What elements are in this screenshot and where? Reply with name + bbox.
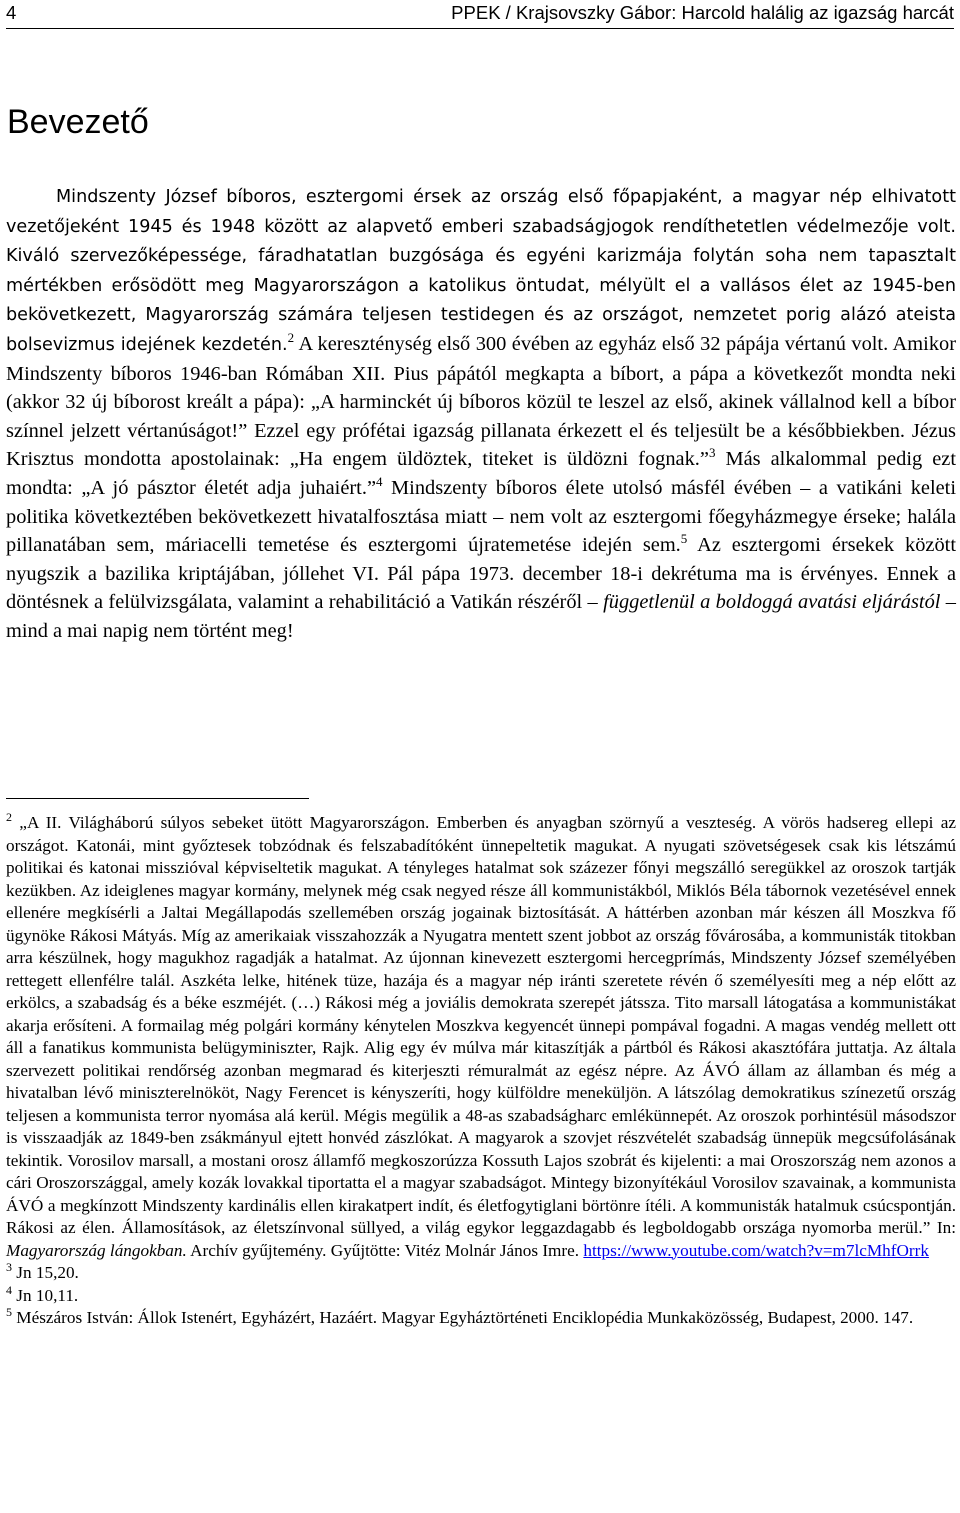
footnote-2 <box>6 812 956 1262</box>
source-link[interactable]: https://www.youtube.com/watch?v=m7lcMhfOrrk <box>583 1240 929 1260</box>
footnote-mark: 2 <box>6 810 12 824</box>
footnote-text: „A II. Világháború súlyos sebeket ütött Magyarországon. Emberben és anyagban szörnyű a veszteség. A vörös hadsereg ellepi az országot. Katonái, mint győztesek tobzódnak és felszabadítóként ünnepeltetik magukat. A nyugati szövetségesek csak kis létszámú politikai és katonai misszióval képviseltetik magukat. A tényleges hatalmat sok százezer főnyi megszálló seregükkel az oroszok tartják kezükben. Az ideiglenes magyar kormány, melynek még csak negyed része áll kommunistákból, Miklós Béla tábornok vezetésével ennek ellenére megkísérli a Jaltai Megállapodás szellemében ország jogainak biztosítását. A háttérben azonban már készen áll Moszkva fő ügynöke Rákosi Mátyás. Míg az amerikaiak visszahozzák a Nyugatra mentett szent jobbot az ország fővárosába, a kommunisták titokban arra készülnek, hogy magukhoz ragadják a hatalmat. Az újonnan kinevezett esztergomi hercegprímás, Mindszenty József személyében rettegett ellenfélre talál. Aszkéta lelke, hitének tüze, hazája és a magyar nép iránti szeretete révén ő személyesíti meg a nép előtt az erkölcs, a szabadság és a béke eszméjét. (…) Rákosi még a joviális demokrata szerepét játssza. Tito marsall látogatása a kommunistákat akarja erősíteni. A formailag még polgári kormány kénytelen Moszkva kegyencét ünnepi pompával fogadni. A magas vendég mellett ott áll a fanatikus kommunista belügyminiszter, Rajk. Alig egy év múlva már kitaszítják a pártból és Rákosi akasztófára juttatja. Az általa szervezett politikai rendőrség azonban megmarad és kiterjeszti rémuralmát az egész népre. Az ÁVÓ állam az államban és még a hivatalban lévő miniszterelnököt, Nagy Ferencet is kényszeríti, hogy külföldre meneküljön. A látszólag demokratikus színezetű ország teljesen a kommunista terror nyomása alá kerül. Mégis megülik a 48-as szabadságharc emlékünnepét. Az oroszok porhintésül másodszor is visszaadják az 1849-ben zsákmányul ejtett honvéd zászlókat. A magyarok a szovjet részvételét szabadság ünnepük megcsúfolásának tekintik. Vorosilov marsall, a mostani orosz államfő megkoszorúzza Kossuth Lajos szobrát és kijelenti: a mai Oroszország nem azonos a cári Oroszországgal, amely kozák lovakkal tiportatta el a magyar szabadságot. Mintegy bizonyítékául Vorosilov szavainak, a kommunista ÁVÓ a megkínzott Mindszenty kardinális ellen kirakatpert indít, és életfogytiglani börtönre ítéli. A kommunisták hatalmuk csúcspontján. Rákosi az élen. Államosítások, az életszínvonal süllyed, a világ egykor leggazdagabb és legboldogabb országa nyomorba merül.” In: <box>6 813 956 1237</box>
paragraph-part: Más alkalommal pedig ezt mondta: „A jó pásztor életét adja juhaiért.” <box>6 448 956 499</box>
running-title: PPEK / Krajsovszky Gábor: Harcold halálig az igazság harcát <box>451 2 954 23</box>
paragraph-part: Kiváló szervezőképessége, fáradhatatlan buzgósága és egyéni karizmája folytán soha nem tapasztalt mértékben erősödött meg Magyarországon a katolikus öntudat, mélyült el a vallásos élet az 1945-ben bekövetkezett, Magyarország számára teljesen testidegen és az országot, nemzetet porig alázó ateista bolsevizmus idejének kezdetén. <box>6 246 956 355</box>
footnote-source-title: Magyarország lángokban. <box>6 1240 187 1260</box>
footnote-3 <box>6 1262 956 1285</box>
main-paragraph <box>6 182 956 646</box>
footnote-text: Archív gyűjtemény. Gyűjtötte: Vitéz Molnár János Imre. <box>186 1240 584 1260</box>
footnote-text: Jn 10,11. <box>12 1285 79 1305</box>
footnote-text: Mészáros István: Állok Istenért, Egyházért, Hazáért. Magyar Egyháztörténeti Enciklopédia Munkaközösség, Budapest, 2000. 147. <box>12 1308 914 1327</box>
footnote-mark: 4 <box>6 1282 12 1297</box>
paragraph-part: A kereszténység első 300 évében az egyház első 32 pápája vértanú volt. Amikor Mindszenty bíboros 1946-ban Rómában XII. Pius pápától megkapta a bíbort, a pápa a következőt mondta neki (akkor 32 új bíborost kreált a pápa): „A harminckét új bíboros közül te leszel az első, akinek vállalnod kell a bíbor színnel jelzett vértanúságot!” Ezzel egy prófétai igazság pillanata érkezett el és teljesült be a későbbiekben. Jézus Krisztus mondotta apostolainak: „Ha engem üldöztek, titeket is üldözni fognak.” <box>6 332 956 471</box>
footnote-mark: 3 <box>6 1260 12 1274</box>
footnote-mark: 5 <box>6 1305 12 1319</box>
paragraph-part: Mindszenty bíboros élete utolsó másfél évében – a vatikáni keleti politika következtében bekövetkezett hivatalfosztása miatt – nem volt az esztergomi főegyházmegye érseke; halála pillanatában sem, máriacelli temetése és esztergomi újratemetése idején sem. <box>6 476 956 557</box>
footnote-ref-2[interactable]: 2 <box>287 329 295 345</box>
page-number: 4 <box>6 2 17 23</box>
footnote-5 <box>6 1307 956 1330</box>
footnote-ref-5[interactable]: 5 <box>680 531 688 547</box>
paragraph-italic: függetlenül a boldoggá avatási eljárástól <box>603 591 941 614</box>
section-title: Bevezető <box>7 103 149 141</box>
paragraph-part: Az esztergomi érsekek között nyugszik a bazilika kriptájában, jóllehet VI. Pál pápa 1973. december 18-i dekrétuma ma is érvényes. Ennek a döntésnek a felülvizsgálata, valamint a rehabilitáció a Vatikán részéről – <box>6 534 956 614</box>
footnotes <box>6 812 956 1330</box>
paragraph-part: Mindszenty József bíboros, esztergomi érsek az ország első főpapjaként, a magyar nép elhivatott vezetőjeként 1945 és 1948 között az alapvető emberi szabadságjogok rendíthetetlen védelmezője volt. <box>6 187 956 237</box>
running-header <box>6 2 954 29</box>
footnote-ref-4[interactable]: 4 <box>376 473 383 489</box>
footnote-text: Jn 15,20. <box>12 1263 79 1282</box>
paragraph-part: – mind a mai napig nem történt meg! <box>6 591 957 642</box>
footnote-4 <box>6 1282 956 1308</box>
footnote-ref-3[interactable]: 3 <box>708 445 716 461</box>
footnote-divider <box>6 798 309 799</box>
